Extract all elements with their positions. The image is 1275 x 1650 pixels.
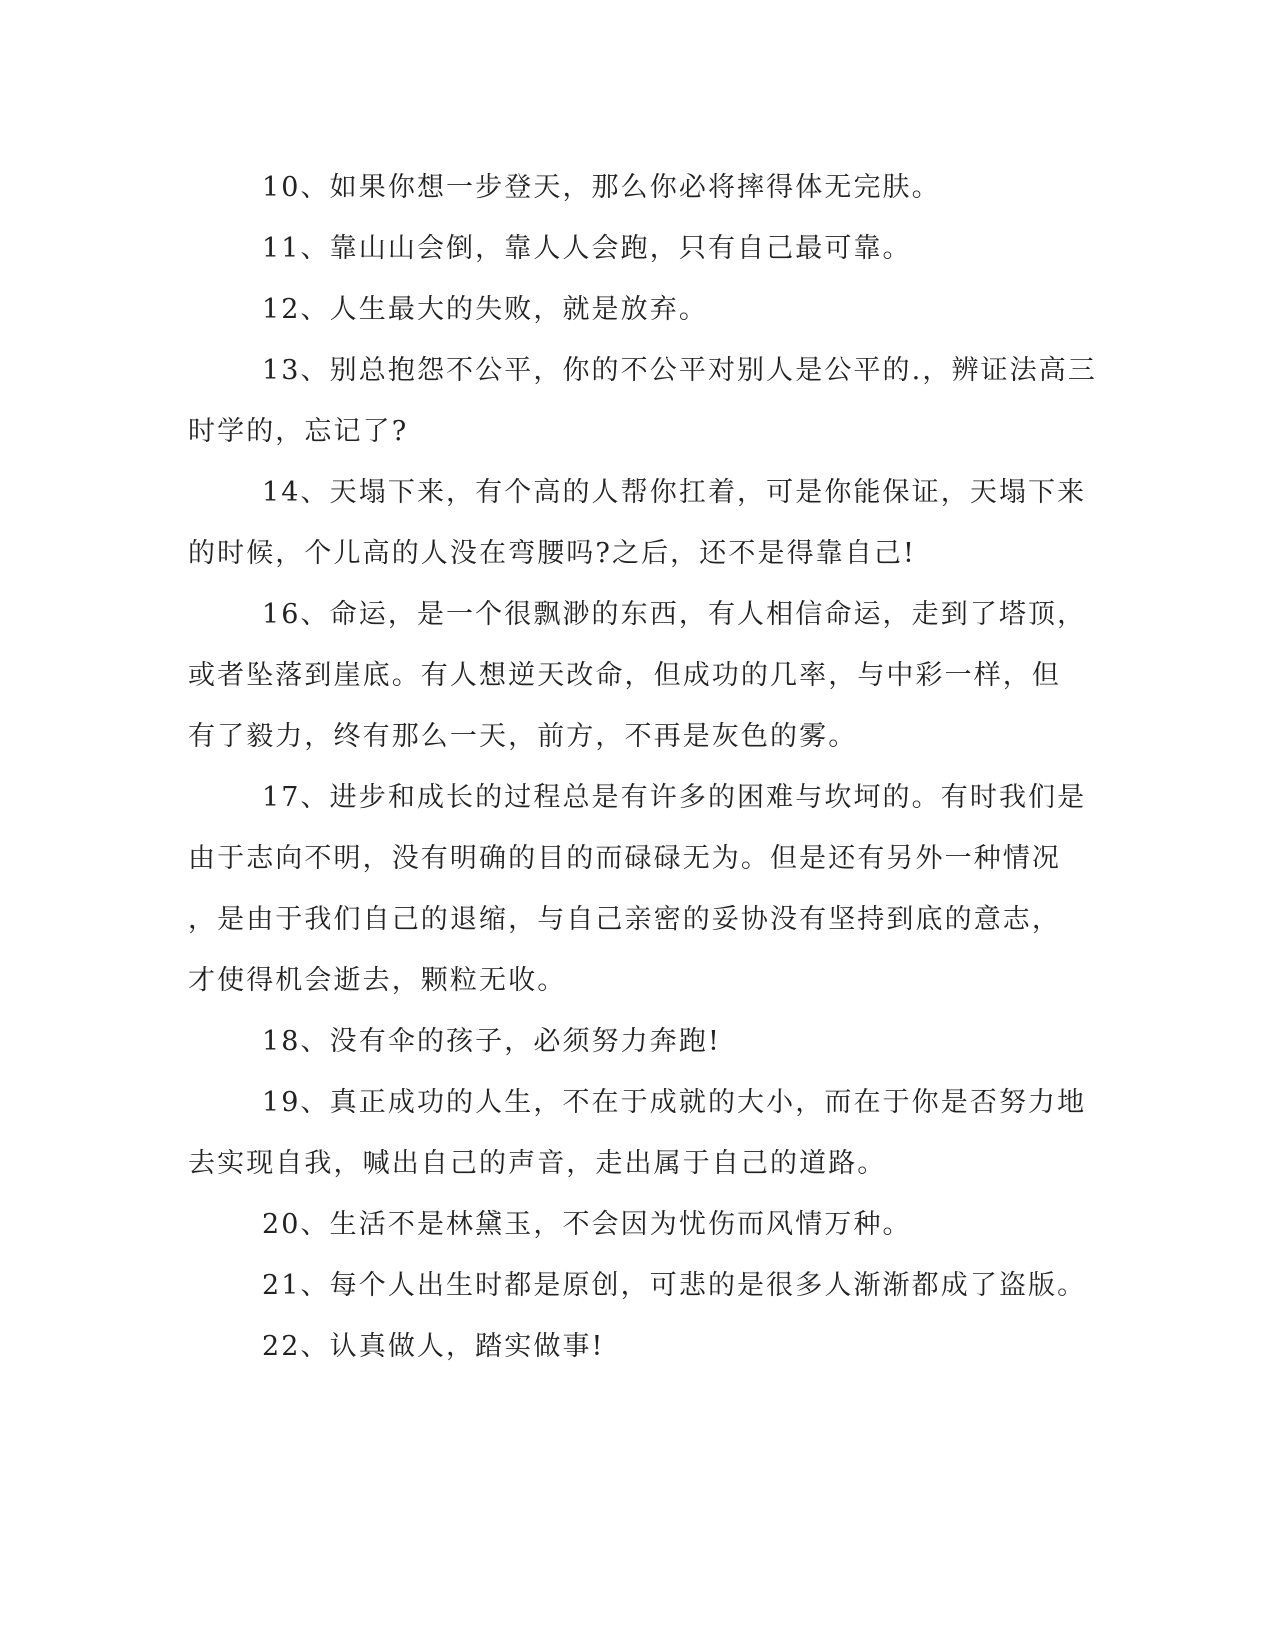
- text-line: 或者坠落到崖底。有人想逆天改命，但成功的几率，与中彩一样，但: [188, 660, 1061, 691]
- text-line: 有了毅力，终有那么一天，前方，不再是灰色的雾。: [188, 721, 858, 752]
- text-line: 14、天塌下来，有个高的人帮你扛着，可是你能保证，天塌下来: [262, 477, 1087, 508]
- text-line: 19、真正成功的人生，不在于成就的大小，而在于你是否努力地: [262, 1087, 1087, 1118]
- text-line: 17、进步和成长的过程总是有许多的困难与坎坷的。有时我们是: [262, 782, 1087, 813]
- text-line: 才使得机会逝去，颗粒无收。: [188, 965, 567, 996]
- text-line: 由于志向不明，没有明确的目的而碌碌无为。但是还有另外一种情况: [188, 843, 1061, 874]
- text-line: 22、认真做人，踏实做事!: [262, 1331, 605, 1362]
- text-line: 20、生活不是林黛玉，不会因为忧伤而风情万种。: [262, 1209, 912, 1240]
- text-line: 12、人生最大的失败，就是放弃。: [262, 294, 708, 325]
- text-line: 16、命运，是一个很飘渺的东西，有人相信命运，走到了塔顶，: [262, 599, 1087, 630]
- text-line: 时学的，忘记了?: [188, 416, 409, 447]
- text-line: 18、没有伞的孩子，必须努力奔跑!: [262, 1026, 721, 1057]
- text-line: 21、每个人出生时都是原创，可悲的是很多人渐渐都成了盗版。: [262, 1270, 1087, 1301]
- text-line: ，是由于我们自己的退缩，与自己亲密的妥协没有坚持到底的意志，: [188, 904, 1061, 935]
- text-line: 11、靠山山会倒，靠人人会跑，只有自己最可靠。: [262, 233, 912, 264]
- text-line: 的时候，个儿高的人没在弯腰吗?之后，还不是得靠自己!: [188, 538, 916, 569]
- text-line: 去实现自我，喊出自己的声音，走出属于自己的道路。: [188, 1148, 887, 1179]
- text-line: 13、别总抱怨不公平，你的不公平对别人是公平的.，辨证法高三: [262, 355, 1097, 386]
- text-line: 10、如果你想一步登天，那么你必将摔得体无完肤。: [262, 172, 941, 203]
